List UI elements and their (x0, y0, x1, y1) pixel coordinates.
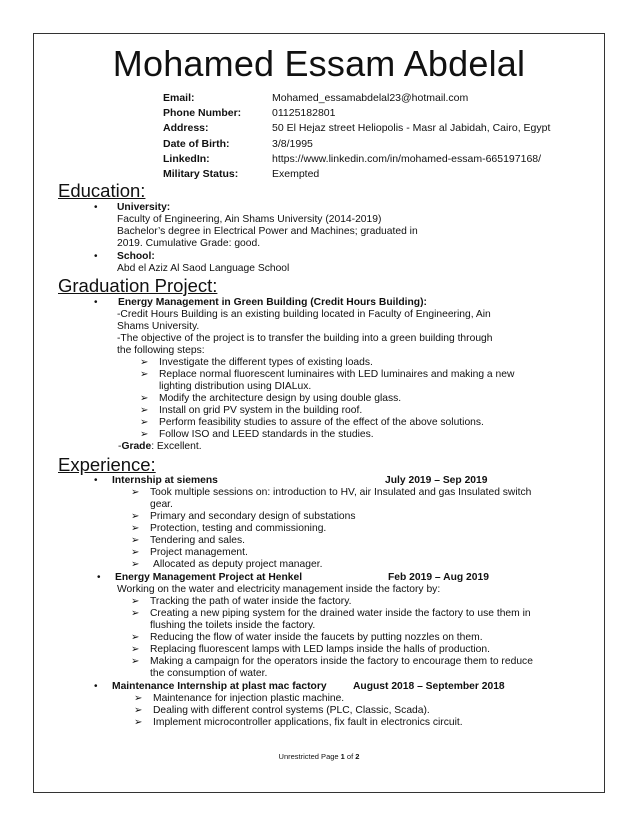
bullet-icon: • (97, 572, 101, 583)
job-item: Replacing fluorescent lamps with LED lamps inside the halls of production. (150, 644, 490, 655)
project-desc: Shams University. (117, 321, 200, 332)
job-item: Protection, testing and commissioning. (150, 523, 327, 534)
job-date: Feb 2019 – Aug 2019 (388, 572, 489, 583)
job-title: Energy Management Project at Henkel (115, 572, 303, 583)
job-item: flushing the toilets inside the factory. (150, 620, 316, 631)
job-date: August 2018 – September 2018 (353, 681, 505, 692)
job-item: Tendering and sales. (150, 535, 246, 546)
job-item: Making a campaign for the operators inside the factory to encourage them to reduce (150, 656, 533, 667)
job-item: Creating a new piping system for the drained water inside the factory to use them in (150, 608, 531, 619)
job-item: Primary and secondary design of substations (150, 511, 356, 522)
job-item: Allocated as deputy project manager. (153, 559, 323, 570)
arrow-bullet-icon: ➢ (134, 705, 143, 716)
arrow-bullet-icon: ➢ (131, 632, 140, 643)
job-item: the consumption of water. (150, 668, 268, 679)
arrow-bullet-icon: ➢ (131, 644, 140, 655)
arrow-bullet-icon: ➢ (140, 393, 149, 404)
school-line: Abd el Aziz Al Saod Language School (117, 263, 290, 274)
arrow-bullet-icon: ➢ (131, 511, 140, 522)
graduation-heading: Graduation Project: (58, 275, 218, 296)
arrow-bullet-icon: ➢ (140, 417, 149, 428)
project-step: Replace normal fluorescent luminaires with LED luminaires and making a new (159, 369, 515, 380)
arrow-bullet-icon: ➢ (140, 429, 149, 440)
bullet-icon: • (94, 202, 98, 213)
job-item: Maintenance for injection plastic machine. (153, 693, 345, 704)
page-footer: Unrestricted Page 1 of 2 (278, 752, 360, 761)
project-desc: -Credit Hours Building is an existing building located in Faculty of Engineering, Ain (117, 309, 491, 320)
project-step: Modify the architecture design by using double glass. (159, 393, 402, 404)
project-step: Install on grid PV system in the building roof. (159, 405, 363, 416)
arrow-bullet-icon: ➢ (131, 523, 140, 534)
arrow-bullet-icon: ➢ (131, 487, 140, 498)
contact-row: Phone Number: 01125182801 (163, 107, 336, 120)
project-title: Energy Management in Green Building (Credit Hours Building): (118, 297, 427, 308)
cv-name: Mohamed Essam Abdelal (112, 43, 526, 84)
project-step: Investigate the different types of existing loads. (159, 357, 373, 368)
project-desc: the following steps: (117, 345, 205, 356)
arrow-bullet-icon: ➢ (131, 656, 140, 667)
contact-row: LinkedIn: https://www.linkedin.com/in/mohamed-essam-665197168/ (163, 152, 542, 165)
bullet-icon: • (94, 297, 98, 308)
experience-heading: Experience: (58, 454, 156, 475)
university-line: Faculty of Engineering, Ain Shams University (2014-2019) (117, 214, 382, 225)
job-item: Project management. (150, 547, 248, 558)
school-label: School: (117, 251, 155, 262)
job-title: Maintenance Internship at plast mac factory (112, 681, 327, 692)
project-step: lighting distribution using DIALux. (159, 381, 312, 392)
job-item: Dealing with different control systems (PLC, Classic, Scada). (153, 705, 430, 716)
job-item: Took multiple sessions on: introduction to HV, air Insulated and gas Insulated switch (150, 487, 532, 498)
arrow-bullet-icon: ➢ (131, 596, 140, 607)
contact-row: Address: 50 El Hejaz street Heliopolis - Masr al Jabidah, Cairo, Egypt (163, 122, 551, 135)
arrow-bullet-icon: ➢ (134, 693, 143, 704)
contact-row: Date of Birth: 3/8/1995 (163, 137, 313, 150)
bullet-icon: • (94, 251, 98, 262)
contact-row: Email: Mohamed_essamabdelal23@hotmail.com (163, 92, 469, 104)
arrow-bullet-icon: ➢ (140, 405, 149, 416)
university-line: 2019. Cumulative Grade: good. (117, 238, 261, 249)
job-item: Implement microcontroller applications, fix fault in electronics circuit. (153, 717, 463, 728)
contact-info (163, 91, 550, 182)
education-heading: Education: (58, 180, 146, 201)
bullet-icon: • (94, 475, 98, 486)
arrow-bullet-icon: ➢ (131, 535, 140, 546)
job-date: July 2019 – Sep 2019 (385, 475, 488, 486)
job-title: Internship at siemens (112, 475, 218, 486)
project-step: Perform feasibility studies to assure of the effect of the above solutions. (159, 417, 484, 428)
university-label: University: (117, 202, 171, 213)
arrow-bullet-icon: ➢ (140, 357, 149, 368)
project-desc: -The objective of the project is to transfer the building into a green building through (117, 333, 493, 344)
job-item: Reducing the flow of water inside the faucets by putting nozzles on them. (150, 632, 483, 643)
arrow-bullet-icon: ➢ (131, 608, 140, 619)
contact-row: Military Status: Exempted (163, 167, 320, 180)
job-item: gear. (150, 499, 173, 510)
arrow-bullet-icon: ➢ (131, 559, 140, 570)
bullet-icon: • (94, 681, 98, 692)
project-grade: -Grade: Excellent. (118, 441, 202, 452)
arrow-bullet-icon: ➢ (134, 717, 143, 728)
university-line: Bachelor’s degree in Electrical Power and Machines; graduated in (117, 226, 418, 237)
job-item: Tracking the path of water inside the factory. (150, 596, 352, 607)
arrow-bullet-icon: ➢ (140, 369, 149, 380)
project-step: Follow ISO and LEED standards in the studies. (159, 429, 374, 440)
job-intro: Working on the water and electricity management inside the factory by: (117, 584, 441, 595)
arrow-bullet-icon: ➢ (131, 547, 140, 558)
